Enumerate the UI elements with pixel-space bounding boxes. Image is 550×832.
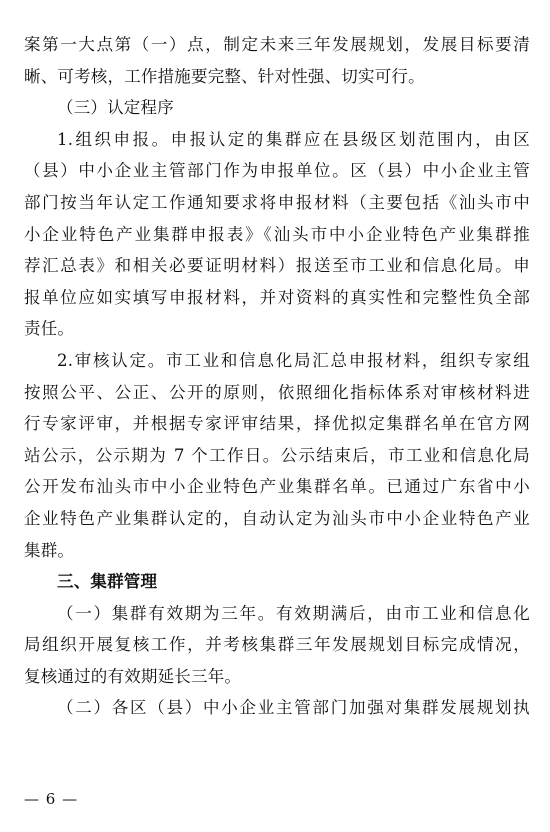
text-line: 集群。 <box>24 540 75 560</box>
section-heading: 三、集群管理 <box>57 572 158 592</box>
text-line: （二）各区（县）中小企业主管部门加强对集群发展规划执 <box>57 698 530 718</box>
text-line: 晰、可考核，工作措施要完整、针对性强、切实可行。 <box>24 66 425 86</box>
text-line: 报单位应如实填写申报材料，并对资料的真实性和完整性负全部 <box>24 287 530 307</box>
text-line: 企业特色产业集群认定的，自动认定为汕头市中小企业特色产业 <box>24 508 530 528</box>
text-line: （县）中小企业主管部门作为申报单位。区（县）中小企业主管 <box>24 161 530 181</box>
text-line: （一）集群有效期为三年。有效期满后，由市工业和信息化 <box>57 603 530 623</box>
text-line: （三）认定程序 <box>57 98 174 118</box>
text-line: 站公示，公示期为 7 个工作日。公示结束后，市工业和信息化局 <box>24 445 530 465</box>
text-line: 小企业特色产业集群申报表》《汕头市中小企业特色产业集群推 <box>24 224 530 244</box>
text-line: 1.组织申报。申报认定的集群应在县级区划范围内，由区 <box>57 129 530 149</box>
text-line: 案第一大点第（一）点，制定未来三年发展规划，发展目标要清 <box>24 35 530 54</box>
text-line: 部门按当年认定工作通知要求将申报材料（主要包括《汕头市中 <box>24 192 530 212</box>
text-line: 荐汇总表》和相关必要证明材料）报送至市工业和信息化局。申 <box>24 256 530 276</box>
text-line: 复核通过的有效期延长三年。 <box>24 666 242 686</box>
text-line: 行专家评审，并根据专家评审结果，择优拟定集群名单在官方网 <box>24 414 530 434</box>
text-line: 局组织开展复核工作，并考核集群三年发展规划目标完成情况， <box>24 635 530 655</box>
text-line: 责任。 <box>24 319 75 339</box>
text-line: 2.审核认定。市工业和信息化局汇总申报材料，组织专家组 <box>57 350 530 370</box>
page-number: — 6 — <box>24 790 79 808</box>
text-line: 按照公平、公正、公开的原则，依照细化指标体系对审核材料进 <box>24 382 530 402</box>
text-line: 公开发布汕头市中小企业特色产业集群名单。已通过广东省中小 <box>24 477 530 497</box>
document-body <box>24 29 530 724</box>
